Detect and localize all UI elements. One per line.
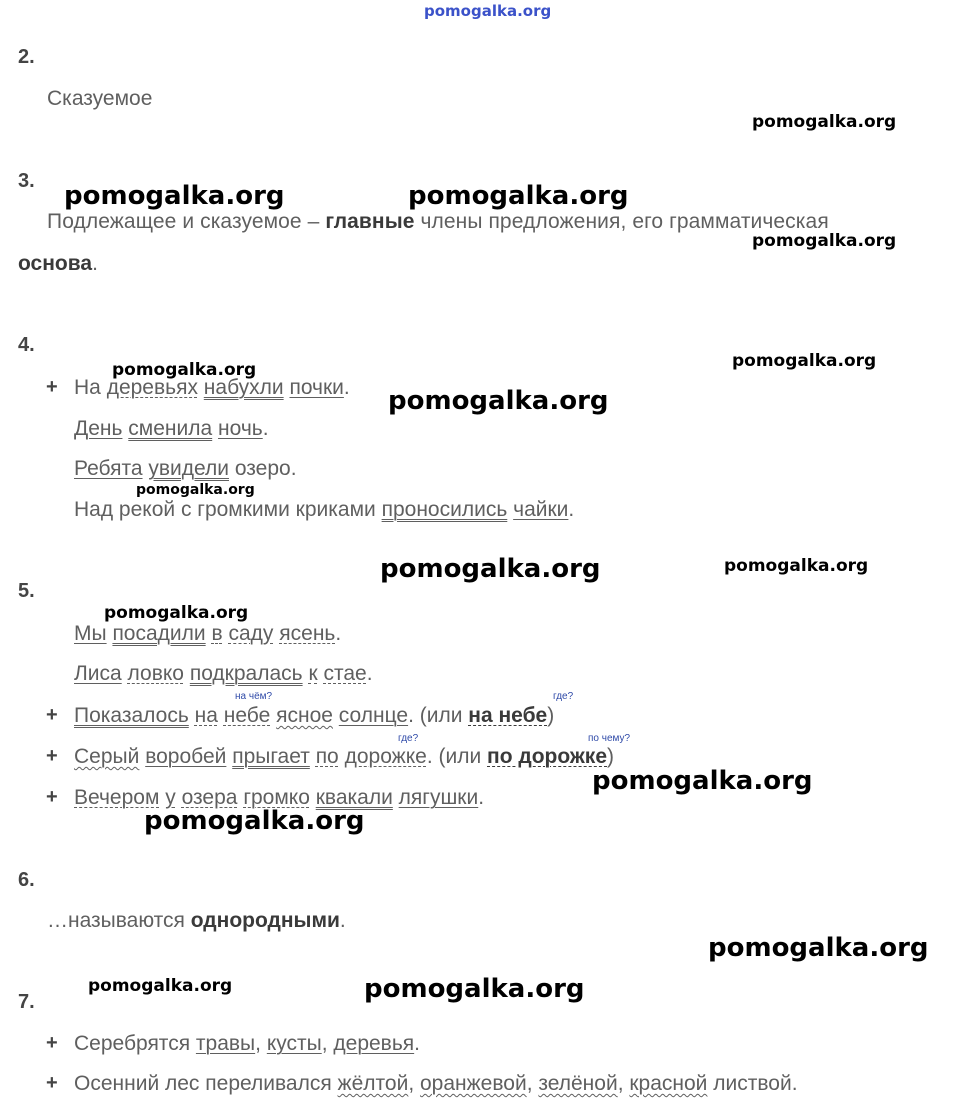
section-3-line-1 — [47, 210, 829, 234]
punctuation: , — [408, 1072, 420, 1095]
word-circumstance: у — [165, 786, 176, 809]
word-circumstance: громко — [243, 786, 310, 809]
word-homogeneous-attribute: красной — [629, 1072, 708, 1095]
watermark: pomogalka.org — [724, 556, 869, 576]
top-watermark: pomogalka.org — [424, 2, 552, 20]
word-predicate: сменила — [128, 417, 213, 440]
word-circumstance-bold: по дорожке — [487, 745, 607, 768]
word-subject: чайки — [513, 498, 569, 521]
word-subject: Ребята — [74, 457, 143, 480]
sentence-4-4 — [74, 498, 574, 522]
word-circumstance: Вечером — [74, 786, 160, 809]
watermark: pomogalka.org — [732, 351, 877, 371]
question-hint: по чему? — [588, 733, 631, 744]
word-homogeneous-attribute: зелёной — [538, 1072, 618, 1095]
word-circumstance: саду — [228, 622, 274, 645]
word-circumstance: деревьях — [106, 376, 198, 399]
plus-marker: + — [46, 745, 58, 767]
sentence-7-1 — [74, 1032, 420, 1056]
word: листвой. — [707, 1072, 798, 1095]
word-circumstance: в — [211, 622, 223, 645]
word-object: День — [74, 417, 123, 440]
word-predicate: прыгает — [232, 745, 310, 768]
section-3-line-2 — [18, 252, 98, 276]
word-homogeneous-attribute: оранжевой — [419, 1072, 527, 1095]
word-circumstance: небе — [223, 704, 271, 727]
word-subject: почки — [289, 376, 344, 399]
sentence-5-1 — [74, 622, 341, 646]
watermark: pomogalka.org — [144, 806, 365, 836]
word-predicate: увидели — [148, 457, 229, 480]
punctuation: . — [366, 662, 373, 685]
word-circumstance: ловко — [127, 662, 184, 685]
section-7-number: 7. — [18, 991, 35, 1013]
word-homogeneous-subject: травы — [195, 1032, 256, 1055]
sentence-4-3 — [74, 457, 297, 481]
punctuation: . — [478, 786, 485, 809]
word-circumstance-bold: на небе — [468, 704, 548, 727]
word: Над рекой с громкими криками — [74, 498, 382, 521]
word-subject: солнце — [338, 704, 409, 727]
word-attribute: Серый — [74, 745, 140, 768]
plus-marker: + — [46, 1032, 58, 1054]
word-circumstance: стае — [323, 662, 367, 685]
punctuation: ) — [607, 745, 614, 768]
punctuation: . — [414, 1032, 420, 1055]
punctuation: . — [335, 622, 342, 645]
section-6-number: 6. — [18, 869, 35, 891]
watermark: pomogalka.org — [592, 766, 813, 796]
plus-marker: + — [46, 786, 58, 808]
word-subject: лягушки — [398, 786, 479, 809]
word-predicate: подкралась — [189, 662, 303, 685]
watermark: pomogalka.org — [752, 112, 897, 132]
word-homogeneous-attribute: жёлтой — [337, 1072, 409, 1095]
word-predicate: набухли — [203, 376, 284, 399]
punctuation: ) — [547, 704, 555, 727]
question-hint: где? — [553, 691, 574, 702]
question-hint: на чём? — [235, 691, 273, 702]
word-subject: воробей — [145, 745, 227, 768]
section-5-number: 5. — [18, 580, 35, 602]
plus-marker: + — [46, 704, 58, 726]
text-fragment: …называются — [47, 909, 191, 932]
punctuation: , — [617, 1072, 630, 1095]
punctuation: . — [343, 376, 350, 399]
punctuation: . — [339, 909, 346, 932]
section-3-number: 3. — [18, 170, 35, 192]
sentence-7-2 — [74, 1072, 798, 1096]
word-subject: Лиса — [74, 662, 122, 685]
punctuation: , — [321, 1032, 334, 1055]
word-predicate: Показалось — [74, 704, 189, 727]
word: Осенний лес переливался — [74, 1072, 338, 1095]
watermark: pomogalka.org — [88, 976, 233, 996]
word-circumstance: озера — [181, 786, 238, 809]
sentence-5-3 — [74, 704, 554, 728]
plus-marker: + — [46, 1072, 58, 1094]
word-subject: Мы — [74, 622, 107, 645]
word-homogeneous-subject: деревья — [333, 1032, 415, 1055]
sentence-5-4 — [74, 745, 614, 769]
word: . (или — [408, 704, 469, 727]
section-2-answer: Сказуемое — [47, 87, 153, 110]
word: . (или — [426, 745, 488, 768]
word-predicate: проносились — [381, 498, 508, 521]
plus-marker: + — [46, 376, 58, 398]
watermark: pomogalka.org — [752, 231, 897, 251]
word: озеро. — [228, 457, 297, 480]
word-circumstance: дорожке — [344, 745, 427, 768]
watermark: pomogalka.org — [364, 974, 585, 1004]
punctuation: . — [262, 417, 269, 440]
sentence-4-2 — [74, 417, 269, 441]
word-object: ясень — [279, 622, 336, 645]
word-circumstance: к — [308, 662, 318, 685]
term-odnorodnymi: однородными — [190, 909, 340, 932]
watermark: pomogalka.org — [388, 386, 609, 416]
section-6-answer — [47, 909, 346, 933]
watermark: pomogalka.org — [136, 482, 255, 498]
watermark: pomogalka.org — [380, 554, 601, 584]
term-glavnye: главные — [325, 210, 415, 233]
word-homogeneous-subject: кусты — [266, 1032, 322, 1055]
text-fragment: . — [92, 252, 98, 275]
word-predicate: квакали — [315, 786, 393, 809]
word-predicate: посадили — [112, 622, 206, 645]
punctuation: , — [526, 1072, 539, 1095]
word: На — [74, 376, 107, 399]
punctuation: . — [568, 498, 575, 521]
sentence-5-2 — [74, 662, 373, 686]
word-subject: ночь — [218, 417, 263, 440]
word: Серебрятся — [74, 1032, 196, 1055]
term-osnova: основа — [18, 252, 93, 275]
watermark: pomogalka.org — [408, 181, 629, 211]
punctuation: , — [255, 1032, 267, 1055]
watermark: pomogalka.org — [64, 181, 285, 211]
text-fragment: Подлежащее и сказуемое – — [47, 210, 326, 233]
text-fragment: члены предложения, его грамматическая — [414, 210, 829, 233]
question-hint: где? — [398, 733, 419, 744]
section-2-number: 2. — [18, 46, 35, 68]
watermark: pomogalka.org — [708, 933, 929, 963]
word-attribute: ясное — [276, 704, 333, 727]
section-4-number: 4. — [18, 334, 35, 356]
watermark: pomogalka.org — [104, 603, 249, 623]
word-circumstance: по — [315, 745, 339, 768]
watermark: pomogalka.org — [112, 360, 257, 380]
word-circumstance: на — [194, 704, 218, 727]
